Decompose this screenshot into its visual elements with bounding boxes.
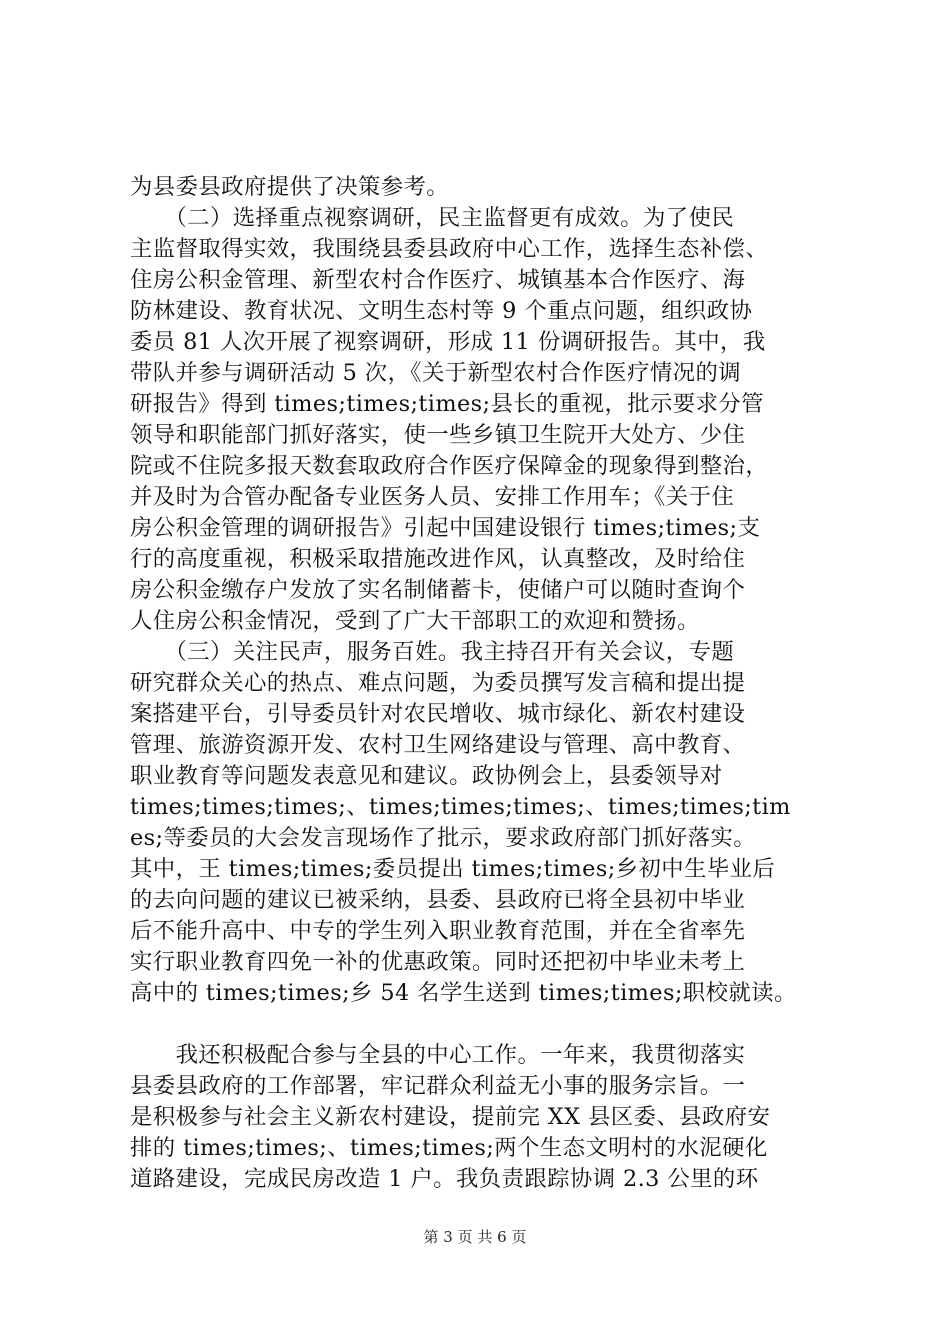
page-footer: 第 3 页 共 6 页 xyxy=(423,1228,527,1246)
text-line: 防林建设、教育状况、文明生态村等 9 个重点问题，组织政协 xyxy=(130,298,753,324)
text-line: 房公积金缴存户发放了实名制储蓄卡，使储户可以随时查询个 xyxy=(130,577,746,603)
text-line: 县委县政府的工作部署，牢记群众利益无小事的服务宗旨。一 xyxy=(130,1073,746,1099)
text-line: 后不能升高中、中专的学生列入职业教育范围，并在全省率先 xyxy=(130,918,746,944)
text-line: 住房公积金管理、新型农村合作医疗、城镇基本合作医疗、海 xyxy=(130,267,746,293)
text-line: 排的 times;times;、times;times;两个生态文明村的水泥硬化 xyxy=(130,1135,768,1161)
text-line: 委员 81 人次开展了视察调研，形成 11 份调研报告。其中，我 xyxy=(130,329,766,355)
text-line: 人住房公积金情况，受到了广大干部职工的欢迎和赞扬。 xyxy=(130,608,700,634)
text-line: 行的高度重视，积极采取措施改进作风，认真整改，及时给住 xyxy=(130,546,746,572)
text-line: 研报告》得到 times;times;times;县长的重视，批示要求分管 xyxy=(130,391,764,417)
text-line: 管理、旅游资源开发、农村卫生网络建设与管理、高中教育、 xyxy=(130,732,746,758)
text-line: times;times;times;、times;times;times;、times;times;tim xyxy=(130,794,791,820)
text-line: 房公积金管理的调研报告》引起中国建设银行 times;times;支 xyxy=(130,515,761,541)
text-line: 为县委县政府提供了决策参考。 xyxy=(130,174,450,200)
text-line: 领导和职能部门抓好落实，使一些乡镇卫生院开大处方、少住 xyxy=(130,422,746,448)
body-text xyxy=(130,172,830,1195)
text-line: 带队并参与调研活动 5 次，《关于新型农村合作医疗情况的调 xyxy=(130,360,742,386)
text-line: 高中的 times;times;乡 54 名学生送到 times;times;职校就读。 xyxy=(130,980,797,1006)
text-line: （三）关注民声，服务百姓。我主持召开有关会议，专题 xyxy=(130,639,735,665)
text-line: 的去向问题的建议已被采纳，县委、县政府已将全县初中毕业 xyxy=(130,887,746,913)
text-line: 院或不住院多报天数套取政府合作医疗保障金的现象得到整治， xyxy=(130,453,769,479)
text-line: 并及时为合管办配备专业医务人员、安排工作用车；《关于住 xyxy=(130,484,735,510)
text-line: 我还积极配合参与全县的中心工作。一年来，我贯彻落实 xyxy=(130,1042,746,1068)
paragraph-gap xyxy=(130,1009,830,1040)
text-line: es;等委员的大会发言现场作了批示，要求政府部门抓好落实。 xyxy=(130,825,757,851)
text-line: （二）选择重点视察调研，民主监督更有成效。为了使民 xyxy=(130,205,735,231)
text-line: 研究群众关心的热点、难点问题，为委员撰写发言稿和提出提 xyxy=(130,670,746,696)
text-line: 职业教育等问题发表意见和建议。政协例会上，县委领导对 xyxy=(130,763,723,789)
text-line: 主监督取得实效，我围绕县委县政府中心工作，选择生态补偿、 xyxy=(130,236,769,262)
text-line: 是积极参与社会主义新农村建设，提前完 XX 县区委、县政府安 xyxy=(130,1104,771,1130)
text-line: 实行职业教育四免一补的优惠政策。同时还把初中毕业未考上 xyxy=(130,949,746,975)
text-line: 其中，王 times;times;委员提出 times;times;乡初中生毕业后 xyxy=(130,856,776,882)
text-line: 道路建设，完成民房改造 1 户。我负责跟踪协调 2.3 公里的环 xyxy=(130,1166,759,1192)
text-line: 案搭建平台，引导委员针对农民增收、城市绿化、新农村建设 xyxy=(130,701,746,727)
